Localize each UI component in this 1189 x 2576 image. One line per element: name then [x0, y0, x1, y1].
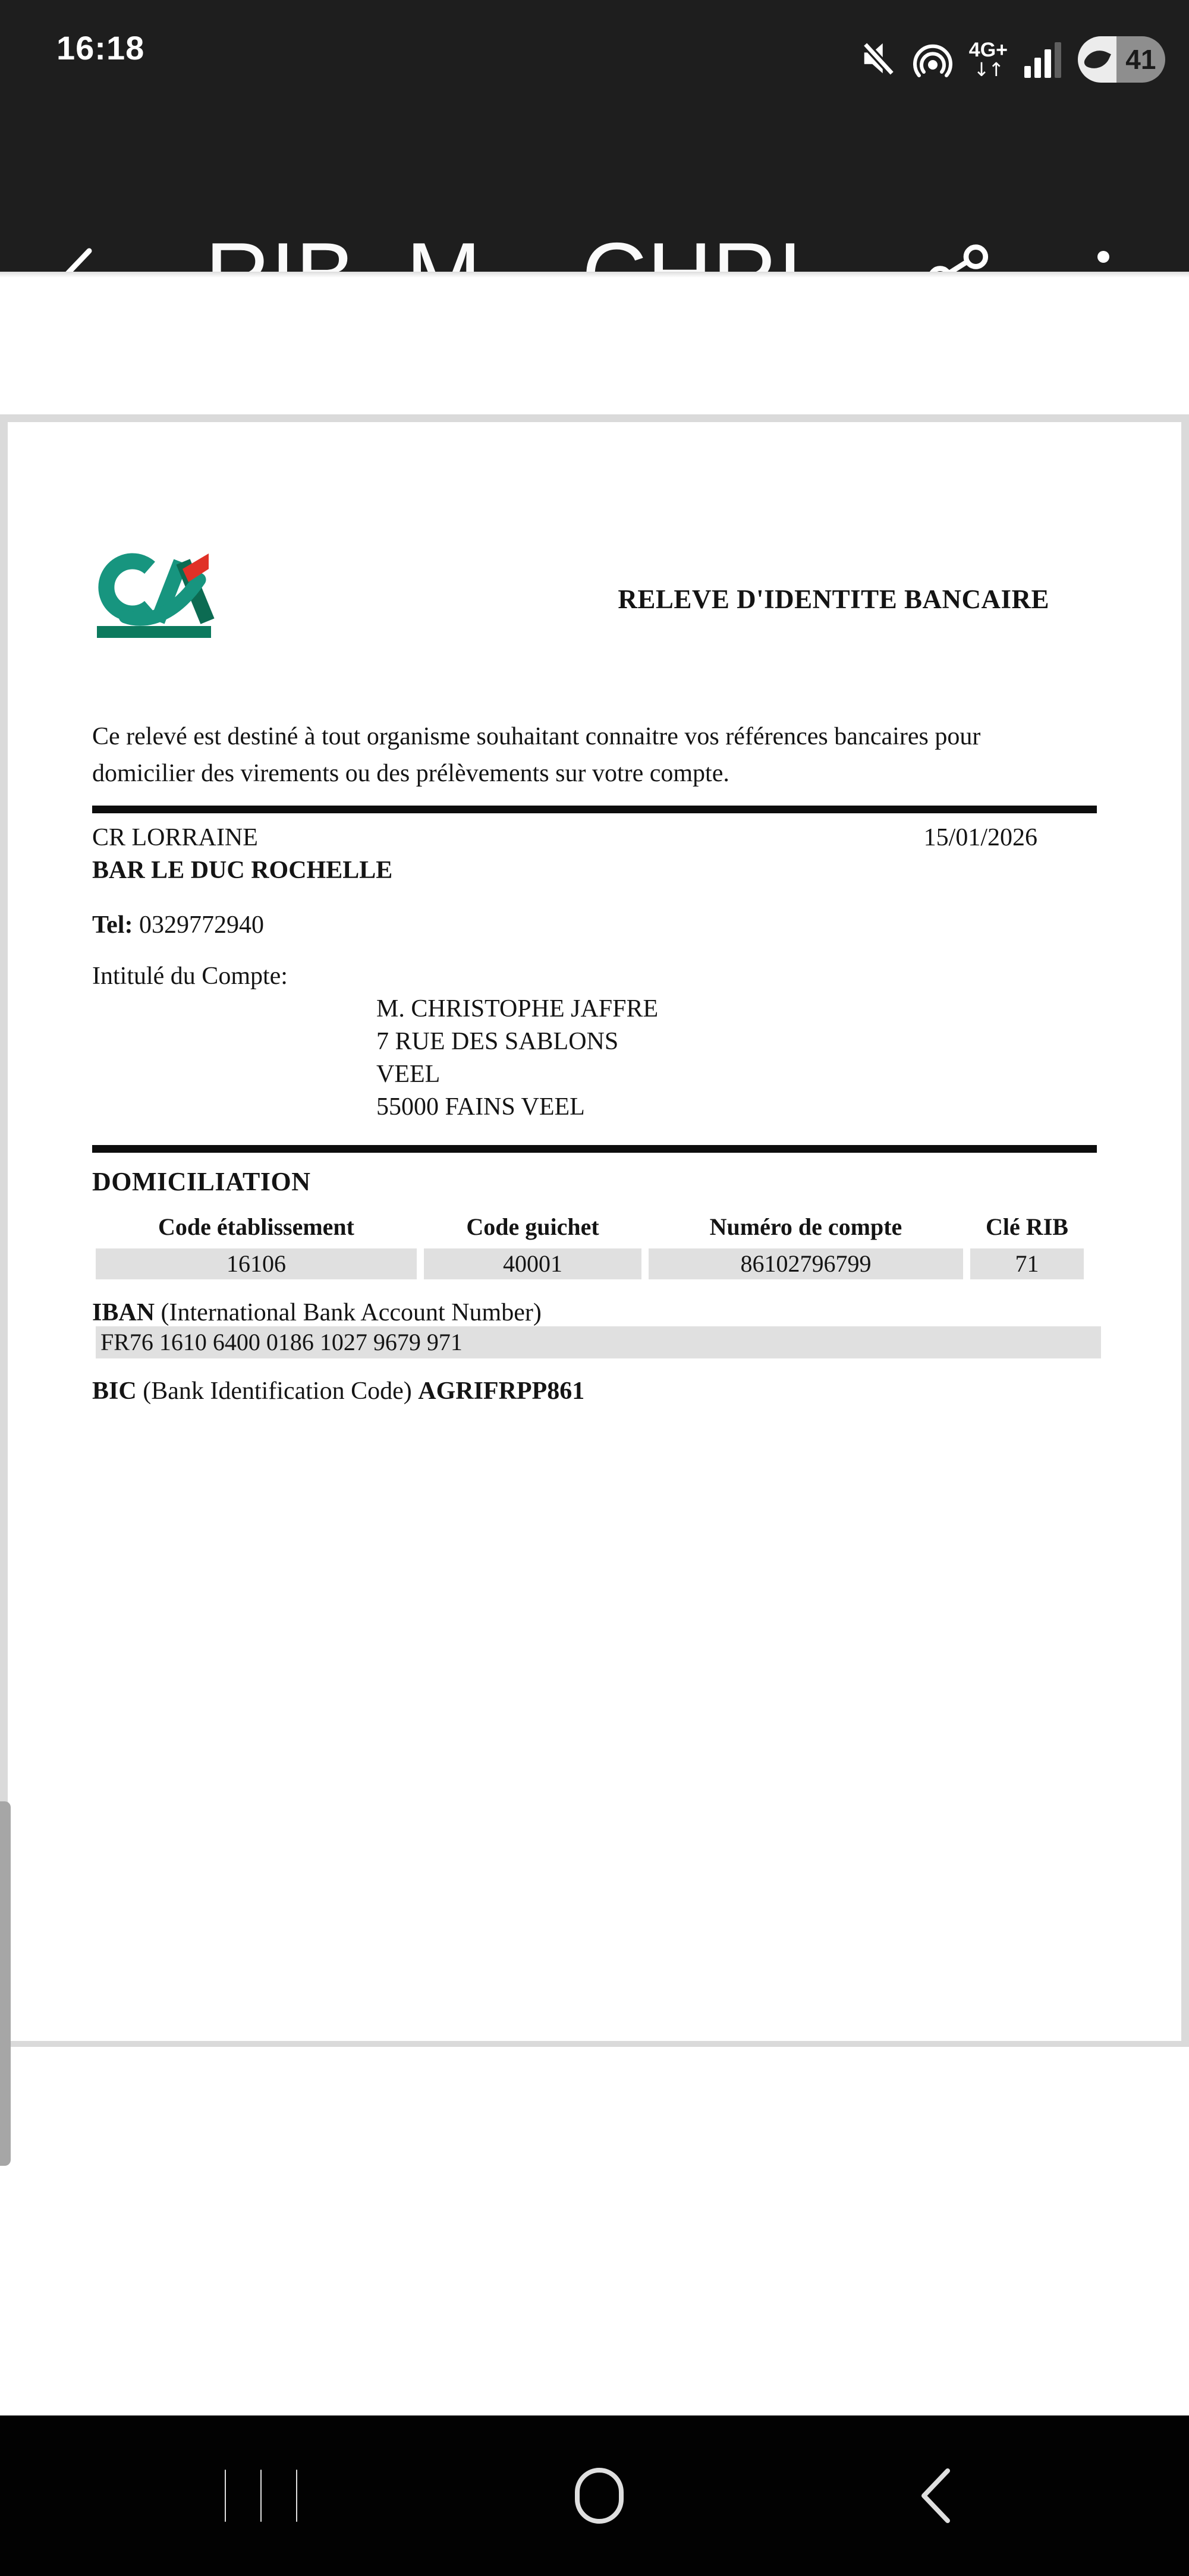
table-value-numero-compte: 86102796799 — [649, 1248, 963, 1279]
top-bar — [0, 0, 1189, 272]
domiciliation-heading: DOMICILIATION — [92, 1167, 311, 1196]
table-value-cle-rib: 71 — [970, 1248, 1084, 1279]
intro-line-1: Ce relevé est destiné à tout organisme souhaitant connaitre vos références bancaires pour — [92, 723, 981, 750]
status-time: 16:18 — [56, 29, 145, 67]
account-title-label: Intitulé du Compte: — [92, 963, 288, 990]
tel-label: Tel: — [92, 911, 133, 939]
table-value-code-guichet: 40001 — [424, 1248, 641, 1279]
viewer-scrollbar[interactable] — [0, 1801, 11, 2166]
data-arrows-icon: ↓↑ — [973, 58, 1004, 81]
account-holder-street: 7 RUE DES SABLONS — [376, 1028, 619, 1055]
horizontal-rule-middle — [92, 1145, 1097, 1153]
document-heading: RELEVE D'IDENTITE BANCAIRE — [618, 584, 1049, 614]
table-value-code-etablissement: 16106 — [96, 1248, 417, 1279]
account-holder-locality: VEEL — [376, 1061, 441, 1088]
recent-apps-button[interactable] — [216, 2415, 306, 2576]
iban-label-line — [92, 1298, 542, 1327]
iban-label: IBAN — [92, 1299, 155, 1326]
telephone-line — [92, 911, 264, 939]
status-icons — [860, 33, 1165, 86]
horizontal-rule-top — [92, 806, 1097, 813]
tel-number: 0329772940 — [133, 911, 264, 939]
iban-value: FR76 1610 6400 0186 1027 9679 971 — [96, 1326, 1101, 1358]
rib-table — [96, 1214, 1084, 1279]
header-shadow — [0, 272, 1189, 278]
bank-name: CR LORRAINE — [92, 824, 258, 851]
account-holder-name: M. CHRISTOPHE JAFFRE — [376, 995, 659, 1023]
nav-back-icon — [914, 2466, 956, 2525]
table-header-numero-compte: Numéro de compte — [709, 1213, 902, 1240]
network-type-label: 4G+ — [968, 39, 1008, 61]
battery-saver-leaf-icon — [1083, 45, 1111, 74]
credit-agricole-logo — [92, 550, 218, 642]
volume-muted-icon — [860, 40, 897, 80]
document-date: 15/01/2026 — [923, 824, 1037, 851]
pdf-page — [8, 422, 1181, 2041]
home-button[interactable] — [555, 2415, 644, 2576]
account-holder-city: 55000 FAINS VEEL — [376, 1093, 585, 1121]
app-header — [0, 95, 1189, 272]
bic-line — [92, 1377, 584, 1405]
network-type-indicator — [969, 40, 1008, 79]
iban-sublabel: (International Bank Account Number) — [155, 1299, 542, 1326]
page-background-band — [0, 414, 1189, 2047]
table-header-code-guichet: Code guichet — [466, 1213, 599, 1240]
table-header-cle-rib: Clé RIB — [986, 1213, 1068, 1240]
pdf-viewer[interactable] — [0, 272, 1189, 2415]
navigation-bar — [0, 2415, 1189, 2576]
branch-name: BAR LE DUC ROCHELLE — [92, 857, 393, 884]
account-holder-block — [376, 993, 658, 1124]
nav-back-button[interactable] — [891, 2415, 980, 2576]
nearby-broadcast-icon — [913, 39, 952, 81]
intro-line-2: domicilier des virements ou des prélèvements sur votre compte. — [92, 760, 729, 787]
bic-value: AGRIFRPP861 — [418, 1377, 585, 1405]
battery-indicator — [1078, 36, 1165, 83]
intro-paragraph — [92, 718, 980, 792]
signal-strength-icon — [1024, 41, 1061, 78]
home-icon — [575, 2468, 624, 2524]
table-header-code-etablissement: Code établissement — [158, 1213, 354, 1240]
battery-percent: 41 — [1125, 44, 1156, 75]
bic-sublabel: (Bank Identification Code) — [136, 1377, 419, 1405]
bic-label: BIC — [92, 1377, 137, 1405]
